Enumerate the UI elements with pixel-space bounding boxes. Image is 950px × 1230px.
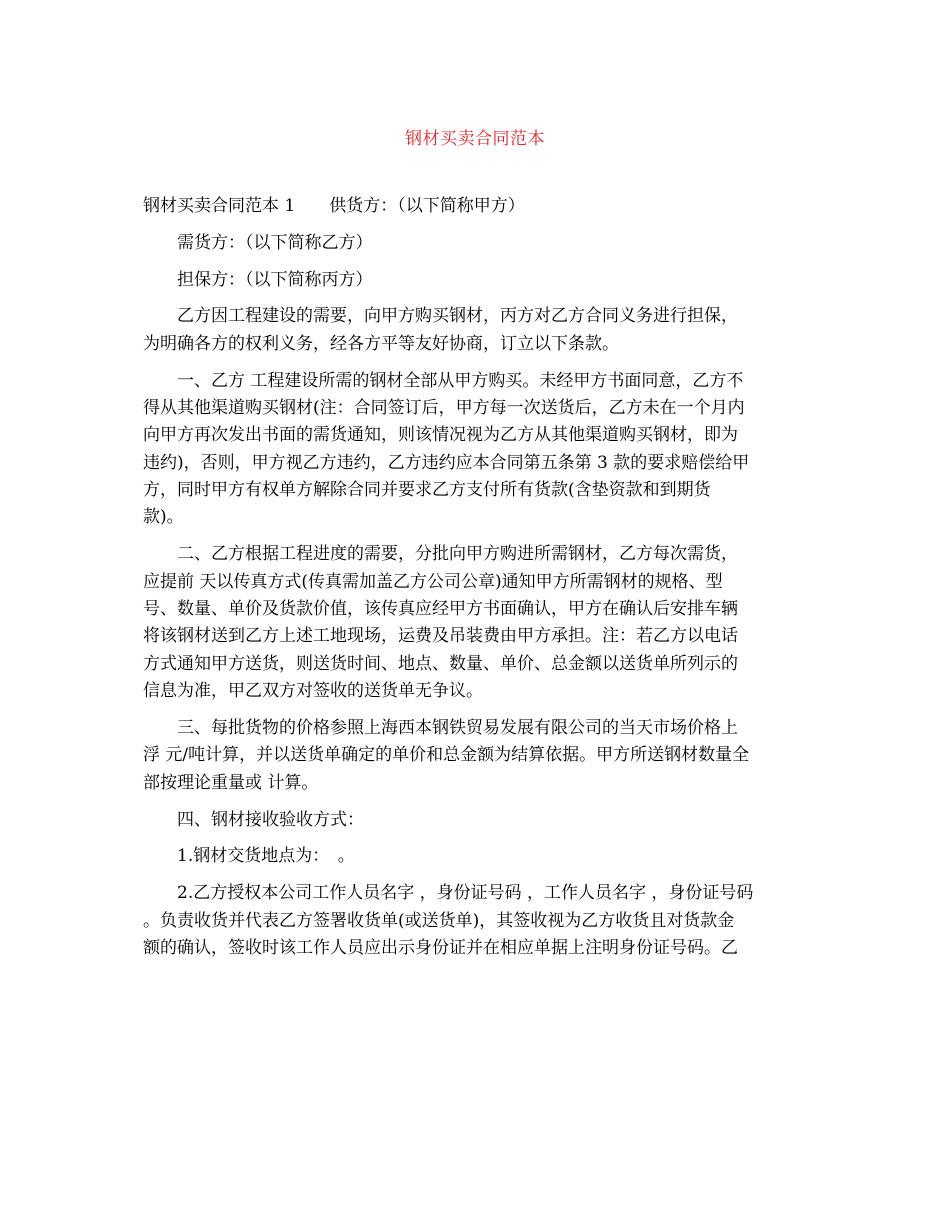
clause-2-line: 信息为准，甲乙双方对签收的送货单无争议。	[143, 681, 483, 702]
clause-4-item-2-line: 额的确认，签收时该工作人员应出示身份证并在相应单据上注明身份证号码。乙	[143, 937, 738, 958]
clause-1-line: 向甲方再次发出书面的需货通知，则该情况视为乙方从其他渠道购买钢材，即为	[143, 425, 738, 446]
clause-1-line: 得从其他渠道购买钢材(注：合同签订后，甲方每一次送货后，乙方未在一个月内	[143, 397, 745, 418]
clause-4-item-2-line: 2.乙方授权本公司工作人员名字 ，身份证号码 ，工作人员名字 ，身份证号码	[177, 883, 754, 904]
preamble-line: 为明确各方的权利义务，经各方平等友好协商，订立以下条款。	[143, 333, 619, 354]
clause-2-line: 应提前 天以传真方式(传真需加盖乙方公司公章)通知甲方所需钢材的规格、型	[143, 571, 723, 592]
clause-2-line: 方式通知甲方送货，则送货时间、地点、数量、单价、总金额以送货单所列示的	[143, 653, 738, 674]
document-title: 钢材买卖合同范本	[405, 129, 545, 149]
preamble-line: 乙方因工程建设的需要，向甲方购买钢材，丙方对乙方合同义务进行担保，	[177, 306, 738, 327]
parties-supplier-line: 钢材买卖合同范本 1 供货方：（以下简称甲方）	[143, 196, 525, 216]
clause-4-item-2-line: 。负责收货并代表乙方签署收货单(或送货单)，其签收视为乙方收货且对货款金	[143, 910, 735, 931]
clause-2-line: 将该钢材送到乙方上述工地现场，运费及吊装费由甲方承担。注：若乙方以电话	[143, 626, 738, 647]
clause-3-line: 浮 元/吨计算，并以送货单确定的单价和总金额为结算依据。甲方所送钢材数量全	[143, 745, 750, 766]
clause-3-line: 三、每批货物的价格参照上海西本钢铁贸易发展有限公司的当天市场价格上	[177, 717, 738, 738]
clause-4-heading: 四、钢材接收验收方式：	[177, 809, 364, 830]
clause-2-line: 号、数量、单价及货款价值，该传真应经甲方书面确认，甲方在确认后安排车辆	[143, 599, 738, 620]
clause-1-line: 款)。	[143, 507, 184, 528]
clause-1-line: 违约)，否则，甲方视乙方违约，乙方违约应本合同第五条第 3 款的要求赔偿给甲	[143, 452, 750, 473]
clause-3-line: 部按理论重量或 计算。	[143, 772, 319, 793]
clause-1-line: 方，同时甲方有权单方解除合同并要求乙方支付所有货款(含垫资款和到期货	[143, 480, 711, 501]
clause-2-line: 二、乙方根据工程进度的需要，分批向甲方购进所需钢材，乙方每次需货，	[177, 544, 738, 565]
clause-4-item-1: 1.钢材交货地点为： 。	[177, 846, 355, 867]
parties-buyer-line: 需货方：（以下简称乙方）	[177, 232, 373, 253]
document-body	[143, 193, 808, 962]
parties-guarantor-line: 担保方：（以下简称丙方）	[177, 269, 373, 290]
clause-1-line: 一、乙方 工程建设所需的钢材全部从甲方购买。未经甲方书面同意，乙方不	[177, 370, 744, 391]
